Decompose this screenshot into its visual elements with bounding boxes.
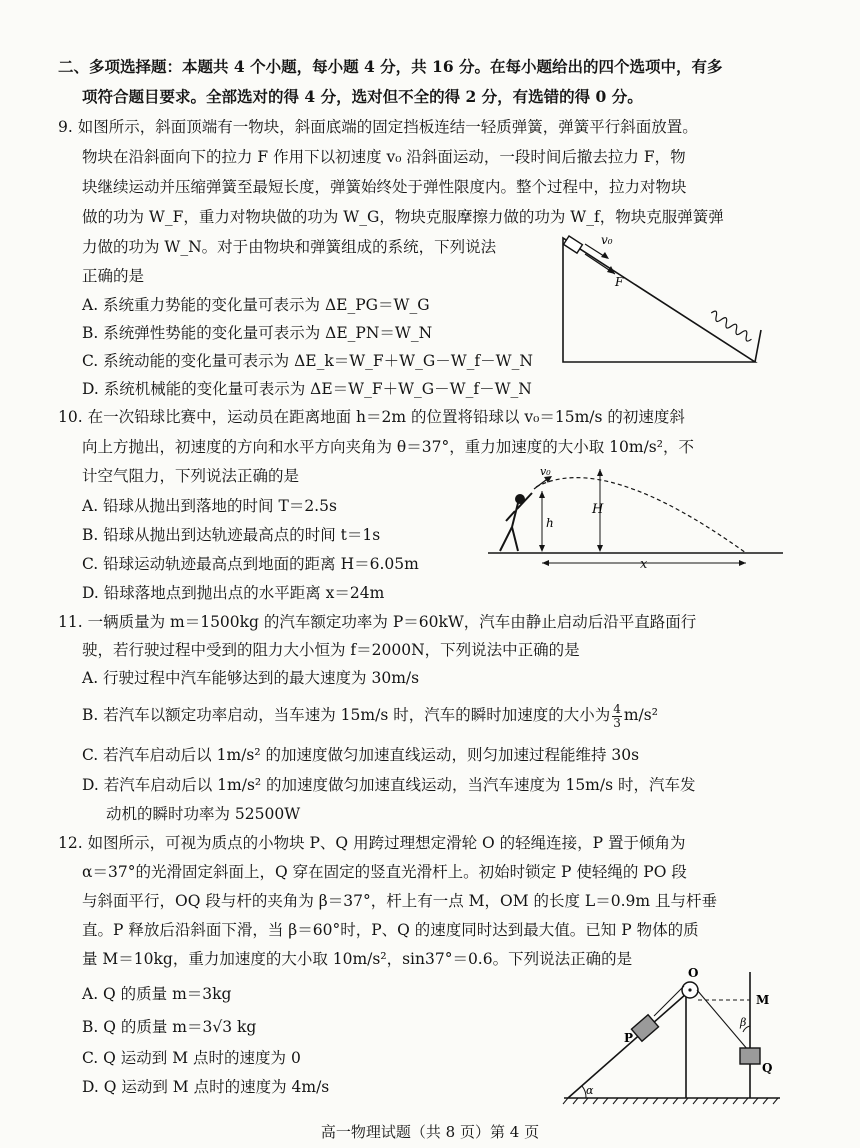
q9-incline-figure: [555, 230, 770, 370]
alpha-label: α: [586, 1084, 594, 1097]
q10-option-c: C. 铅球运动轨迹最高点到地面的距离 H＝6.05m: [82, 555, 419, 573]
q9-stem-line: 9. 如图所示，斜面顶端有一物块，斜面底端的固定挡板连结一轻质弹簧，弹簧平行斜面放置。: [58, 118, 698, 136]
velocity-arrow-head: [601, 252, 609, 259]
rope-PO: [654, 986, 684, 1016]
q9-option-c: C. 系统动能的变化量可表示为 ΔE_k＝W_F＋W_G－W_f－W_N: [82, 352, 533, 370]
q12-option-d: D. Q 运动到 M 点时的速度为 4m/s: [82, 1078, 330, 1096]
trajectory-path: [536, 478, 746, 553]
q10-option-d: D. 铅球落地点到抛出点的水平距离 x＝24m: [82, 584, 385, 602]
q12-stem-line: 与斜面平行，OQ 段与杆的夹角为 β＝37°，杆上有一点 M，OM 的长度 L＝0.9m 且与杆垂: [82, 892, 718, 910]
q9-stem-line: 正确的是: [82, 267, 145, 285]
q9-stem-line: 做的功为 W_F，重力对物块做的功为 W_G，物块克服摩擦力做的功为 W_f，物块克服弹簧弹: [82, 208, 724, 226]
q9-option-a: A. 系统重力势能的变化量可表示为 ΔE_PG＝W_G: [82, 296, 430, 314]
athlete-figure: [500, 493, 532, 551]
q12-stem-line: 量 M＝10kg，重力加速度的大小取 10m/s²，sin37°＝0.6。下列说法正确的是: [82, 950, 633, 968]
q11-option-b: [82, 700, 658, 730]
stopper-plate: [755, 330, 761, 362]
M-label: M: [756, 993, 770, 1007]
block: [564, 236, 583, 253]
q9-stem-line: 力做的功为 W_N。对于由物块和弹簧组成的系统，下列说法: [82, 238, 497, 256]
page-footer: 高一物理试题（共 8 页）第 4 页: [320, 1123, 540, 1141]
q12-stem-line: α＝37°的光滑固定斜面上，Q 穿在固定的竖直光滑杆上。初始时锁定 P 使轻绳的 PO 段: [82, 863, 687, 881]
fraction-denominator: 3: [613, 715, 621, 730]
q11-option-d-line-2: 动机的瞬时功率为 52500W: [106, 805, 301, 823]
q11-option-c: C. 若汽车启动后以 1m/s² 的加速度做匀加速直线运动，则匀加速过程能维持 30s: [82, 746, 640, 764]
q11-option-a: A. 行驶过程中汽车能够达到的最大速度为 30m/s: [82, 669, 420, 687]
q11-stem-line: 驶，若行驶过程中受到的阻力大小恒为 f＝2000N，下列说法中正确的是: [82, 641, 580, 659]
section-heading-line-1: 二、多项选择题：本题共 4 个小题，每小题 4 分，共 16 分。在每小题给出的四个选项中，有多: [58, 57, 723, 76]
x-arrow-left: [542, 560, 549, 566]
q9-stem-line: 块继续运动并压缩弹簧至最短长度，弹簧始终处于弹性限度内。整个过程中，拉力对物块: [82, 178, 687, 196]
q10-option-b: B. 铅球从抛出到达轨迹最高点的时间 t＝1s: [82, 526, 381, 544]
H-arrow-bottom: [597, 545, 603, 552]
q9-option-d: D. 系统机械能的变化量可表示为 ΔE＝W_F＋W_G－W_f－W_N: [82, 380, 532, 398]
h-arrow-top: [539, 491, 545, 498]
q10-stem-line: 向上方抛出，初速度的方向和水平方向夹角为 θ＝37°，重力加速度的大小取 10m/s²，不: [82, 438, 694, 456]
q9-option-b: B. 系统弹性势能的变化量可表示为 ΔE_PN＝W_N: [82, 324, 433, 342]
q12-option-a: A. Q 的质量 m＝3kg: [82, 985, 232, 1003]
H-label: H: [592, 502, 604, 517]
h-arrow-bottom: [539, 545, 545, 552]
block-Q: [740, 1048, 760, 1064]
fraction: [612, 703, 622, 730]
q11-stem-line: 11. 一辆质量为 m＝1500kg 的汽车额定功率为 P＝60kW，汽车由静止启动后沿平直路面行: [58, 613, 697, 631]
q12-stem-line: 直。P 释放后沿斜面下滑，当 β＝60°时，P、Q 的速度同时达到最大值。已知 P 物体的质: [82, 921, 699, 939]
ground-hatch: [563, 1098, 778, 1104]
q12-option-b: B. Q 的质量 m＝3√3 kg: [82, 1018, 257, 1036]
incline-shape: [563, 238, 755, 362]
x-arrow-right: [739, 560, 746, 566]
q12-option-c: C. Q 运动到 M 点时的速度为 0: [82, 1049, 301, 1067]
H-arrow-top: [597, 469, 603, 476]
P-label: P: [624, 1031, 634, 1045]
q10-stem-line: 计空气阻力，下列说法正确的是: [82, 467, 300, 485]
q10-option-a: A. 铅球从抛出到落地的时间 T＝2.5s: [82, 497, 337, 515]
q11-option-b-text: B. 若汽车以额定功率启动，当车速为 15m/s 时，汽车的瞬时加速度的大小为: [82, 706, 611, 724]
incline-line: [568, 994, 686, 1098]
Q-label: Q: [762, 1061, 773, 1075]
spring-coil: [709, 310, 754, 343]
f-label: F: [615, 275, 624, 289]
v0-label: v₀: [601, 233, 613, 247]
v0-label: v₀: [540, 465, 551, 478]
pulley-axle: [688, 988, 691, 991]
q11-option-d-line-1: D. 若汽车启动后以 1m/s² 的加速度做匀加速直线运动，当汽车速度为 15m/s 时，汽车发: [82, 776, 696, 794]
O-label: O: [688, 968, 699, 980]
fraction-numerator: 4: [613, 701, 621, 716]
section-heading-line-2: 项符合题目要求。全部选对的得 4 分，选对但不全的得 2 分，有选错的得 0 分。: [82, 87, 643, 106]
block-P: [631, 1015, 658, 1042]
q9-stem-line: 物块在沿斜面向下的拉力 F 作用下以初速度 v₀ 沿斜面运动，一段时间后撤去拉力 F，物: [82, 148, 686, 166]
q10-stem-line: 10. 在一次铅球比赛中，运动员在距离地面 h＝2m 的位置将铅球以 v₀＝15m/s 的初速度斜: [58, 408, 685, 426]
q11-option-b-unit: m/s²: [623, 706, 658, 724]
q12-stem-line: 12. 如图所示，可视为质点的小物块 P、Q 用跨过理想定滑轮 O 的轻绳连接，P 置于倾角为: [58, 834, 686, 852]
beta-label: β: [740, 1016, 747, 1029]
q12-pulley-figure: [560, 968, 785, 1106]
q10-projectile-figure: [488, 465, 783, 577]
h-label: h: [546, 516, 554, 530]
x-label: x: [640, 557, 648, 572]
